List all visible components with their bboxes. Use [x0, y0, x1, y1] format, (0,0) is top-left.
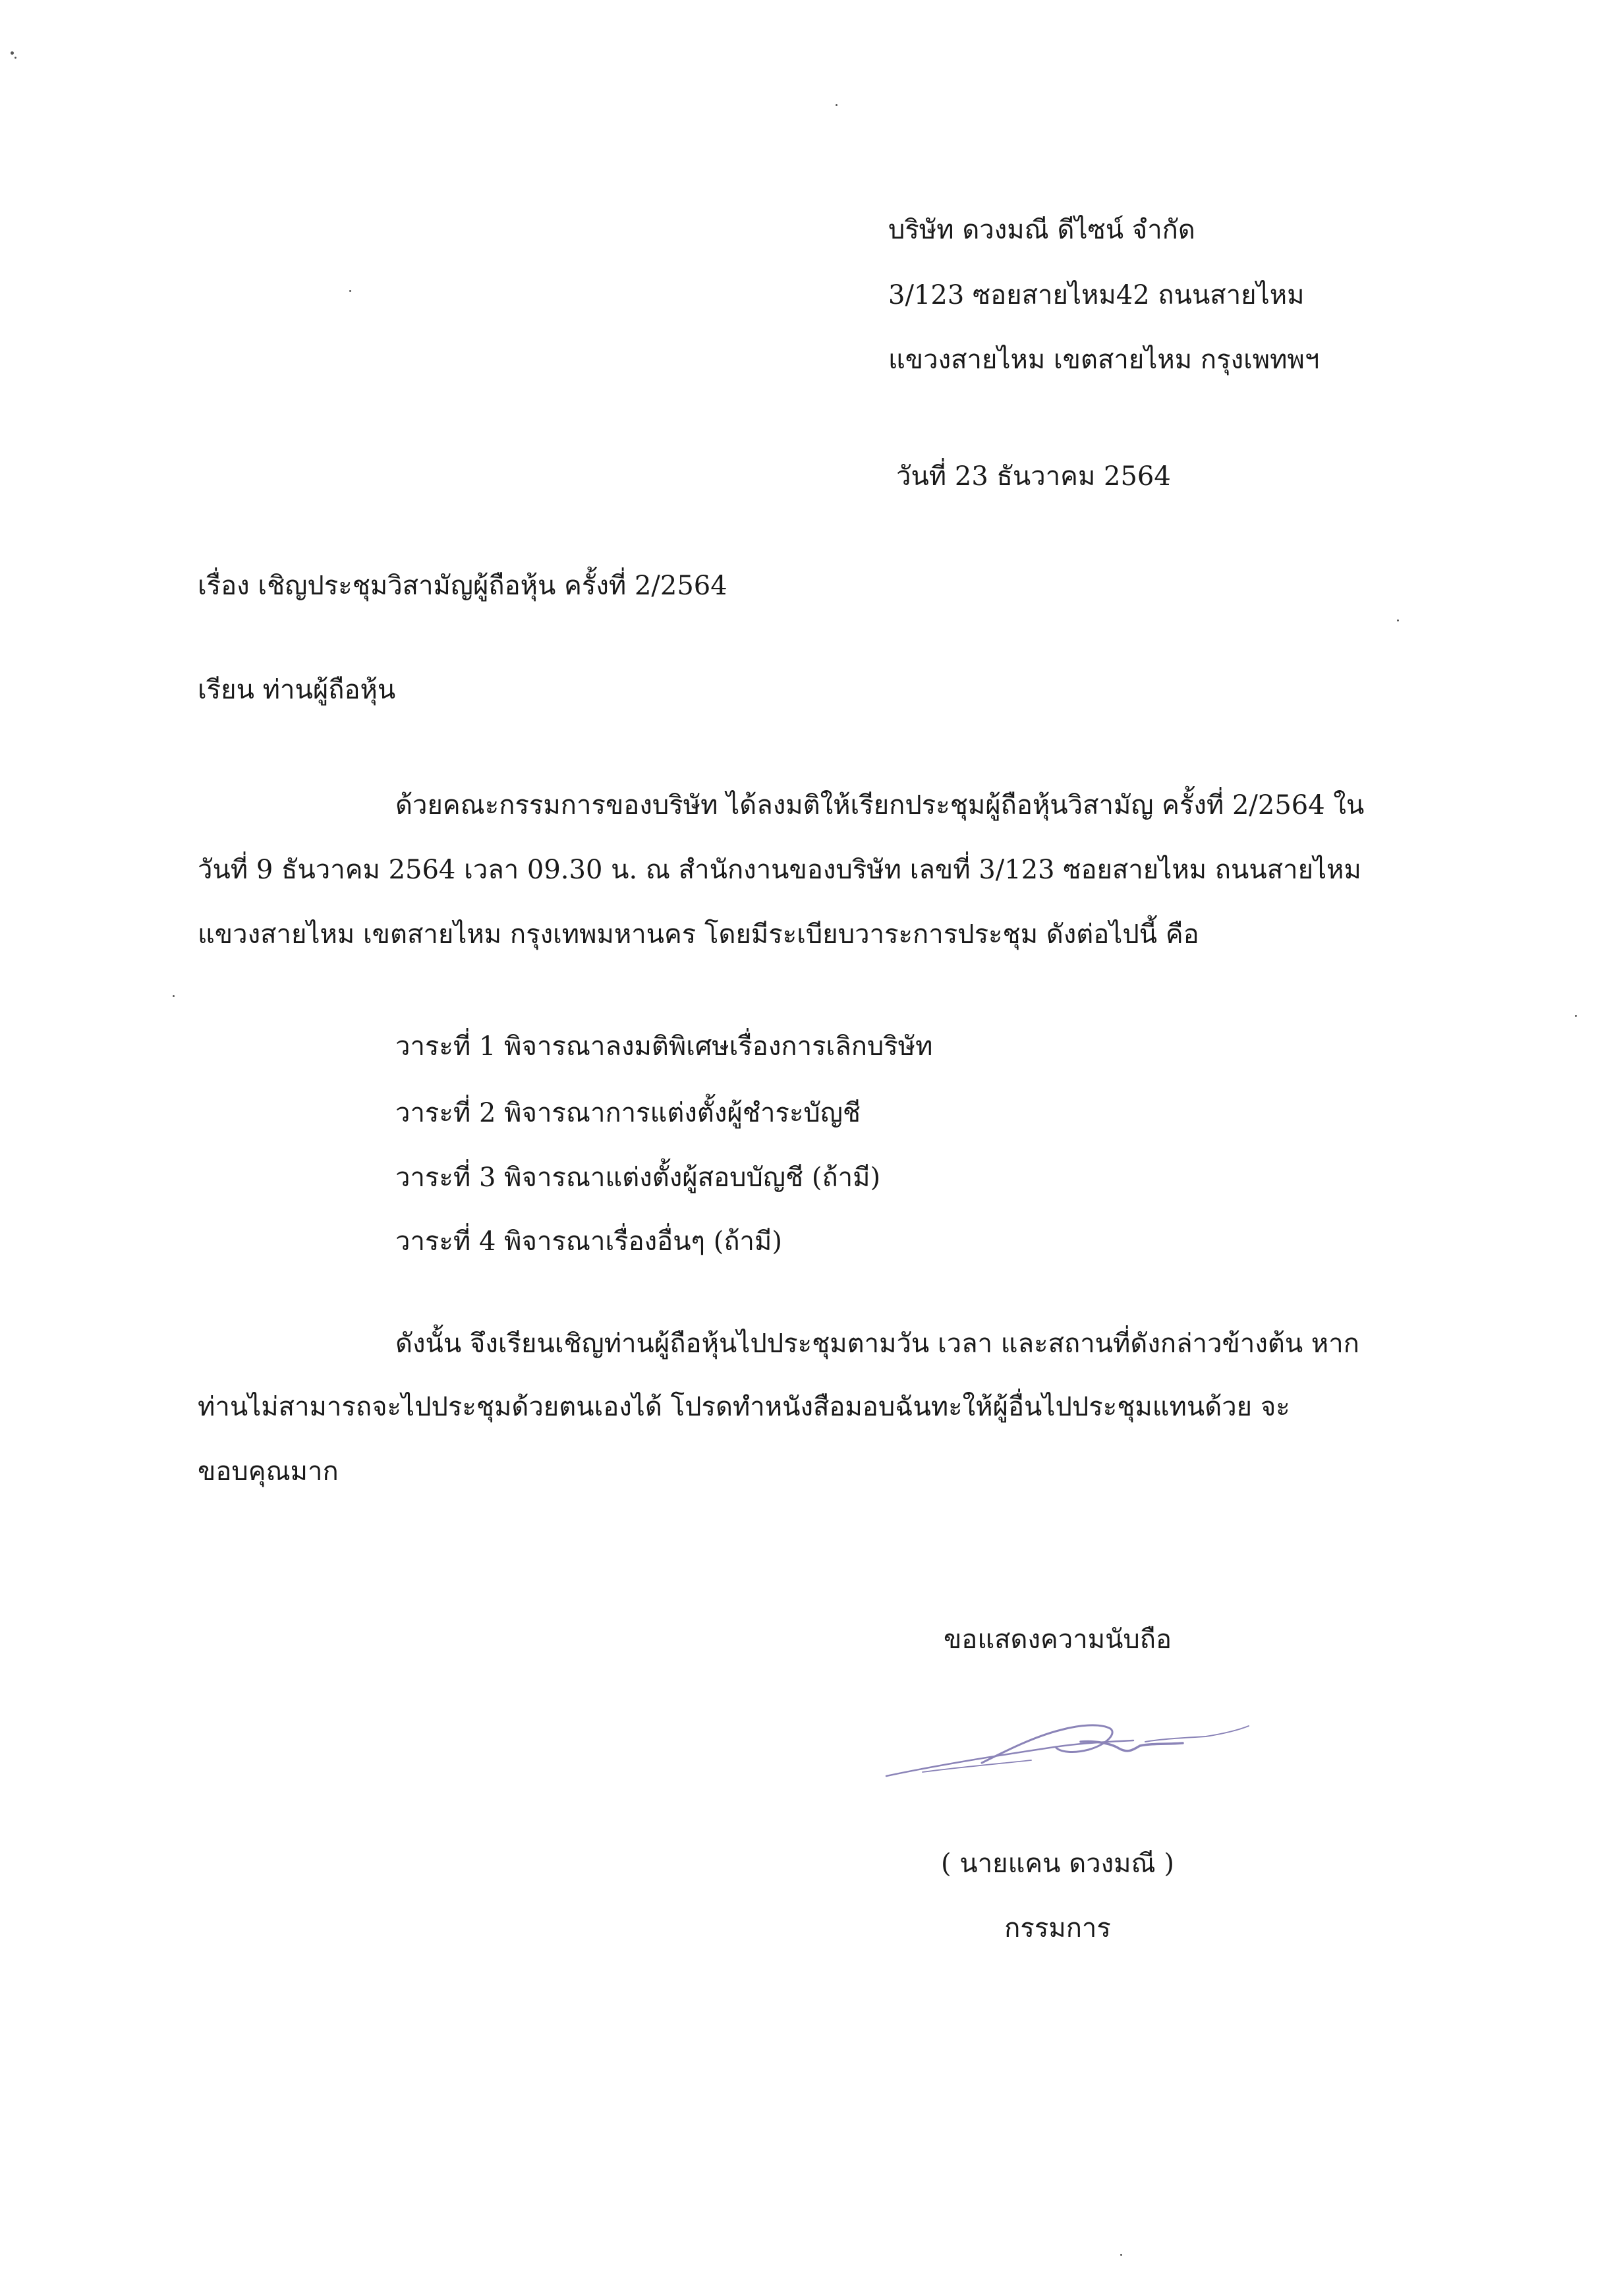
scan-speck	[836, 104, 838, 106]
handwritten-signature	[883, 1704, 1252, 1789]
address-line-1: 3/123 ซอยสายไหม42 ถนนสายไหม	[888, 280, 1305, 310]
subject-line: เรื่อง เชิญประชุมวิสามัญผู้ถือหุ้น ครั้งที่ 2/2564	[198, 571, 727, 601]
paragraph-2-line-3: ขอบคุณมาก	[198, 1456, 339, 1487]
agenda-item-1: วาระที่ 1 พิจารณาลงมติพิเศษเรื่องการเลิกบริษัท	[395, 1031, 933, 1062]
paragraph-1-line-3: แขวงสายไหม เขตสายไหม กรุงเทพมหานคร โดยมีระเบียบวาระการประชุม ดังต่อไปนี้ คือ	[198, 919, 1199, 950]
paragraph-2-line-2: ท่านไม่สามารถจะไปประชุมด้วยตนเองได้ โปรดทำหนังสือมอบฉันทะให้ผู้อื่นไปประชุมแทนด้วย จะ	[198, 1392, 1290, 1422]
scan-speck	[1575, 1015, 1577, 1017]
agenda-item-3: วาระที่ 3 พิจารณาแต่งตั้งผู้สอบบัญชี (ถ้ามี)	[395, 1162, 881, 1193]
scan-speck	[14, 57, 16, 59]
paragraph-2-line-1: ดังนั้น จึงเรียนเชิญท่านผู้ถือหุ้นไปประชุมตามวัน เวลา และสถานที่ดังกล่าวข้างต้น หาก	[395, 1329, 1359, 1359]
scan-speck	[349, 290, 351, 292]
signer-name: ( นายแคน ดวงมณี )	[941, 1849, 1174, 1879]
agenda-item-2: วาระที่ 2 พิจารณาการแต่งตั้งผู้ชำระบัญชี	[395, 1098, 861, 1128]
agenda-item-4: วาระที่ 4 พิจารณาเรื่องอื่นๆ (ถ้ามี)	[395, 1226, 782, 1257]
paragraph-1-line-1: ด้วยคณะกรรมการของบริษัท ได้ลงมติให้เรียกประชุมผู้ถือหุ้นวิสามัญ ครั้งที่ 2/2564 ใน	[395, 790, 1365, 820]
company-name: บริษัท ดวงมณี ดีไซน์ จำกัด	[888, 215, 1195, 245]
scan-speck	[173, 995, 175, 997]
salutation: เรียน ท่านผู้ถือหุ้น	[198, 675, 396, 705]
scan-speck	[1397, 619, 1399, 621]
scan-speck	[1120, 2254, 1122, 2256]
address-line-2: แขวงสายไหม เขตสายไหม กรุงเพทพฯ	[888, 345, 1320, 375]
closing-phrase: ขอแสดงความนับถือ	[943, 1624, 1172, 1655]
signer-title: กรรมการ	[1004, 1913, 1111, 1943]
scan-speck	[11, 51, 14, 55]
paragraph-1-line-2: วันที่ 9 ธันวาคม 2564 เวลา 09.30 น. ณ สำนักงานของบริษัท เลขที่ 3/123 ซอยสายไหม ถนนสายไหม	[198, 855, 1361, 885]
letter-date: วันที่ 23 ธันวาคม 2564	[896, 461, 1171, 492]
